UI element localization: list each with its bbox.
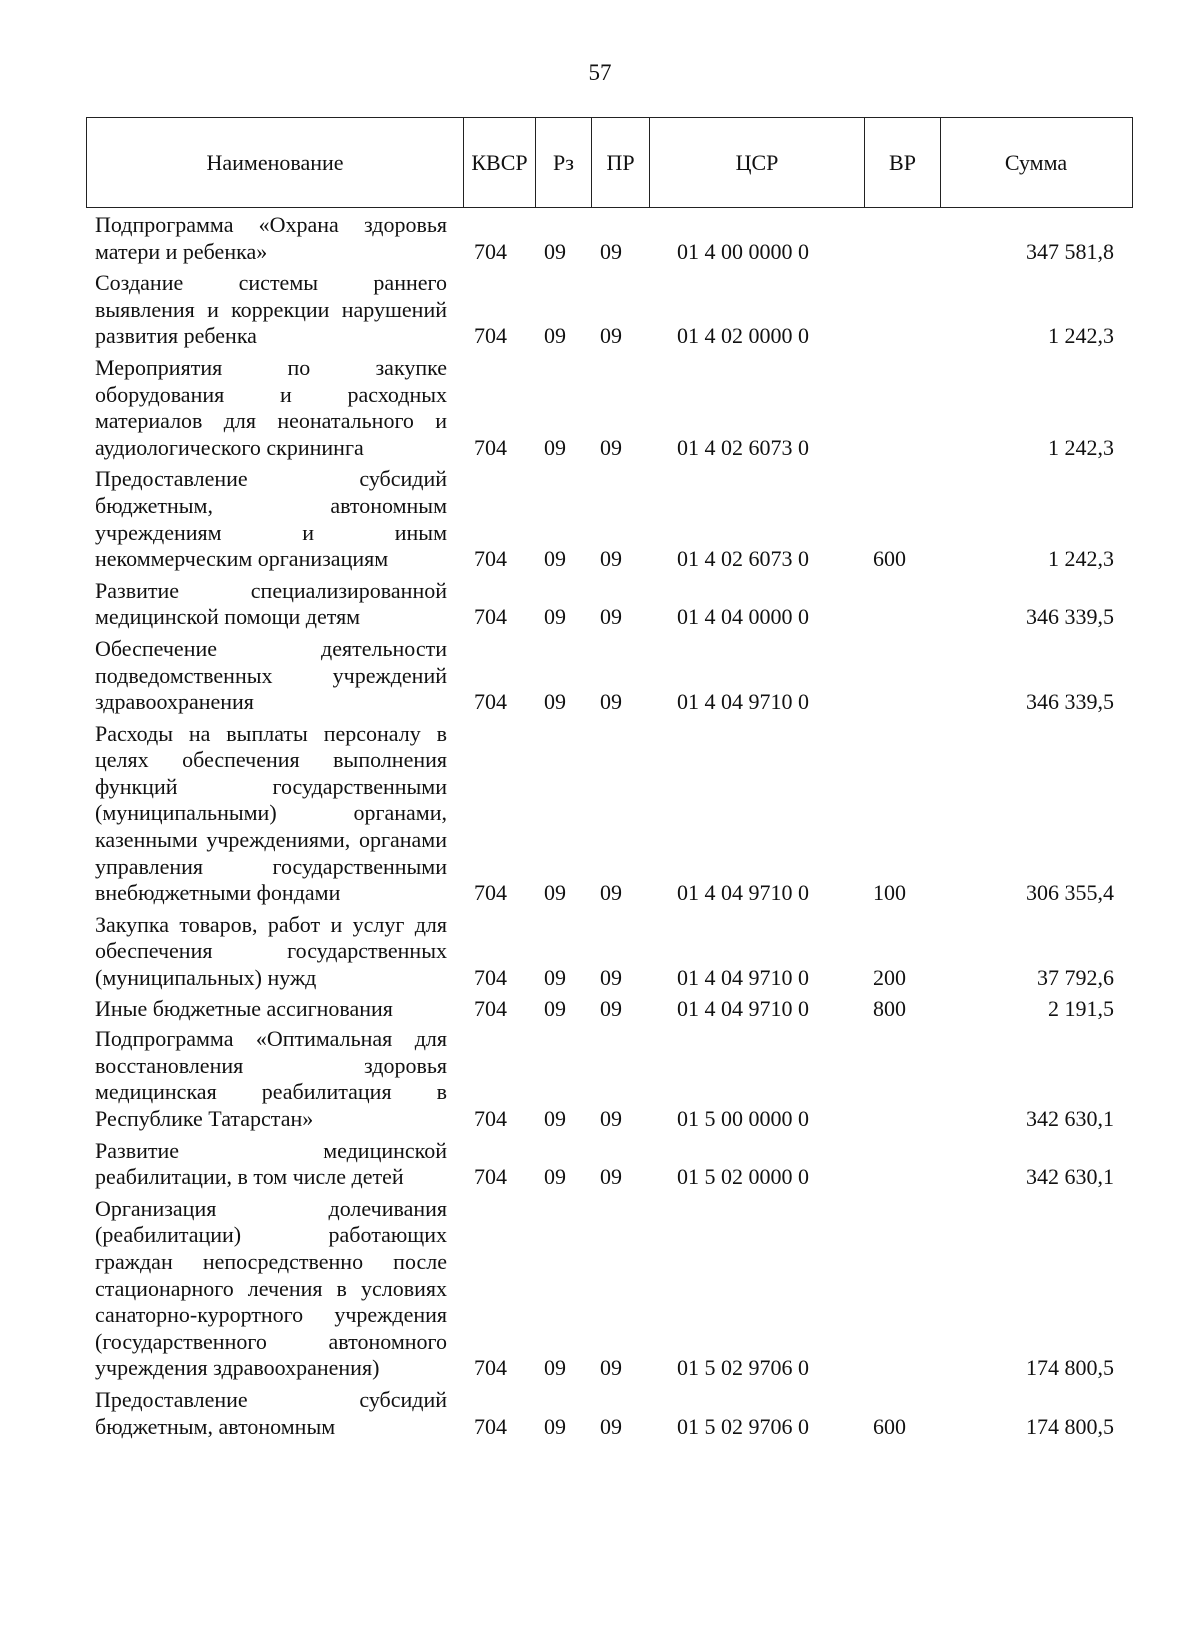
row-sum: 1 242,3 [1048,323,1114,349]
column-header-rz: Рз [536,118,592,207]
row-sum: 346 339,5 [1026,689,1114,715]
row-vr: 100 [873,880,906,906]
table-row [0,466,1200,572]
row-csr: 01 4 04 9710 0 [677,965,809,991]
table-body [0,212,1200,1440]
page-number: 57 [588,60,612,85]
row-vr: 800 [873,995,906,1021]
row-vr: 600 [873,546,906,572]
row-csr: 01 5 02 9706 0 [677,1413,809,1439]
row-kvsr: 704 [474,604,507,630]
column-header-sum: Сумма [1004,149,1068,175]
row-name: Обеспечение деятельности подведомственных учреждений здравоохранения [95,635,447,715]
row-kvsr: 704 [474,1106,507,1131]
row-pr: 09 [600,880,622,906]
row-sum: 1 242,3 [1048,546,1114,572]
row-kvsr: 704 [474,689,507,715]
row-csr: 01 4 04 0000 0 [677,604,809,630]
column-header-name: Наименование [87,118,464,207]
row-kvsr: 704 [474,434,507,460]
row-name: Закупка товаров, работ и услуг для обеспечения государственных (муниципальных) нужд [95,911,447,991]
table-row [0,996,1200,1023]
row-rz: 09 [544,689,566,715]
table-row [0,1196,1200,1382]
row-rz: 09 [544,880,566,906]
table-row [0,721,1200,907]
row-pr: 09 [600,434,622,460]
row-sum: 342 630,1 [1026,1106,1114,1131]
row-vr: 600 [873,1413,906,1439]
row-sum: 306 355,4 [1026,880,1114,906]
row-name: Развитие медицинской реабилитации, в том числе детей [95,1137,447,1190]
row-csr: 01 4 02 0000 0 [677,323,809,349]
table-row [0,636,1200,716]
row-sum: 37 792,6 [1037,965,1114,991]
table-row [0,1387,1200,1440]
row-kvsr: 704 [474,880,507,906]
row-name: Предоставление субсидий бюджетным, автономным учреждениям и иным некоммерческим организациям [95,466,447,572]
row-sum: 347 581,8 [1026,238,1114,264]
row-pr: 09 [600,323,622,349]
row-kvsr: 704 [474,323,507,349]
table-header [86,117,1133,208]
row-kvsr: 704 [474,238,507,264]
row-csr: 01 4 04 9710 0 [677,995,809,1021]
row-rz: 09 [544,995,566,1021]
row-name: Создание системы раннего выявления и коррекции нарушений развития ребенка [95,270,447,349]
column-header-csr: ЦСР [650,118,865,207]
row-sum: 342 630,1 [1026,1164,1114,1190]
row-kvsr: 704 [474,965,507,991]
table-row [0,270,1200,350]
table-row [0,212,1200,265]
table-row [0,912,1200,992]
row-name: Предоставление субсидий бюджетным, автономным [95,1386,447,1439]
row-kvsr: 704 [474,546,507,572]
row-sum: 174 800,5 [1026,1355,1114,1381]
row-sum: 174 800,5 [1026,1413,1114,1439]
row-pr: 09 [600,546,622,572]
row-name: Расходы на выплаты персоналу в целях обеспечения выполнения функций государственными (муниципальными) органами, казенными учреждениями, органами управления государственными внебюджетными фондами [95,720,447,906]
table-row [0,578,1200,631]
row-sum: 346 339,5 [1026,604,1114,630]
row-csr: 01 4 00 0000 0 [677,238,809,264]
row-rz: 09 [544,546,566,572]
column-header-pr: ПР [592,118,650,207]
row-csr: 01 4 04 9710 0 [677,880,809,906]
row-csr: 01 4 02 6073 0 [677,546,809,572]
column-header-kvsr: КВСР [464,118,536,207]
row-rz: 09 [544,1355,566,1381]
row-csr: 01 5 02 9706 0 [677,1355,809,1381]
row-rz: 09 [544,1413,566,1439]
row-rz: 09 [544,604,566,630]
row-pr: 09 [600,238,622,264]
row-rz: 09 [544,323,566,349]
row-csr: 01 5 02 0000 0 [677,1164,809,1190]
row-rz: 09 [544,1106,566,1131]
row-csr: 01 4 04 9710 0 [677,689,809,715]
row-pr: 09 [600,1164,622,1190]
row-rz: 09 [544,965,566,991]
row-kvsr: 704 [474,1355,507,1381]
row-name: Иные бюджетные ассигнования [95,995,393,1021]
row-csr: 01 4 02 6073 0 [677,434,809,460]
row-name: Мероприятия по закупке оборудования и расходных материалов для неонатального и аудиологического скрининга [95,354,447,460]
row-name: Развитие специализированной медицинской помощи детям [95,577,447,630]
row-pr: 09 [600,1106,622,1131]
row-rz: 09 [544,238,566,264]
row-name: Подпрограмма «Охрана здоровья матери и ребенка» [95,212,447,264]
row-pr: 09 [600,995,622,1021]
table-row [0,1138,1200,1191]
row-rz: 09 [544,1164,566,1190]
row-kvsr: 704 [474,995,507,1021]
row-kvsr: 704 [474,1164,507,1190]
table-row [0,1026,1200,1132]
row-kvsr: 704 [474,1413,507,1439]
row-pr: 09 [600,604,622,630]
row-pr: 09 [600,1355,622,1381]
table-row [0,355,1200,461]
row-pr: 09 [600,689,622,715]
row-name: Организация долечивания (реабилитации) работающих граждан непосредственно после стационарного лечения в условиях санаторно-курортного учреждения (государственного автономного учреждения здравоохранения) [95,1195,447,1381]
column-header-vr: ВР [865,118,941,207]
row-pr: 09 [600,1413,622,1439]
row-rz: 09 [544,434,566,460]
row-sum: 2 191,5 [1048,995,1114,1021]
row-name: Подпрограмма «Оптимальная для восстановления здоровья медицинская реабилитация в Республике Татарстан» [95,1026,447,1131]
row-sum: 1 242,3 [1048,434,1114,460]
row-csr: 01 5 00 0000 0 [677,1106,809,1131]
row-vr: 200 [873,965,906,991]
row-pr: 09 [600,965,622,991]
